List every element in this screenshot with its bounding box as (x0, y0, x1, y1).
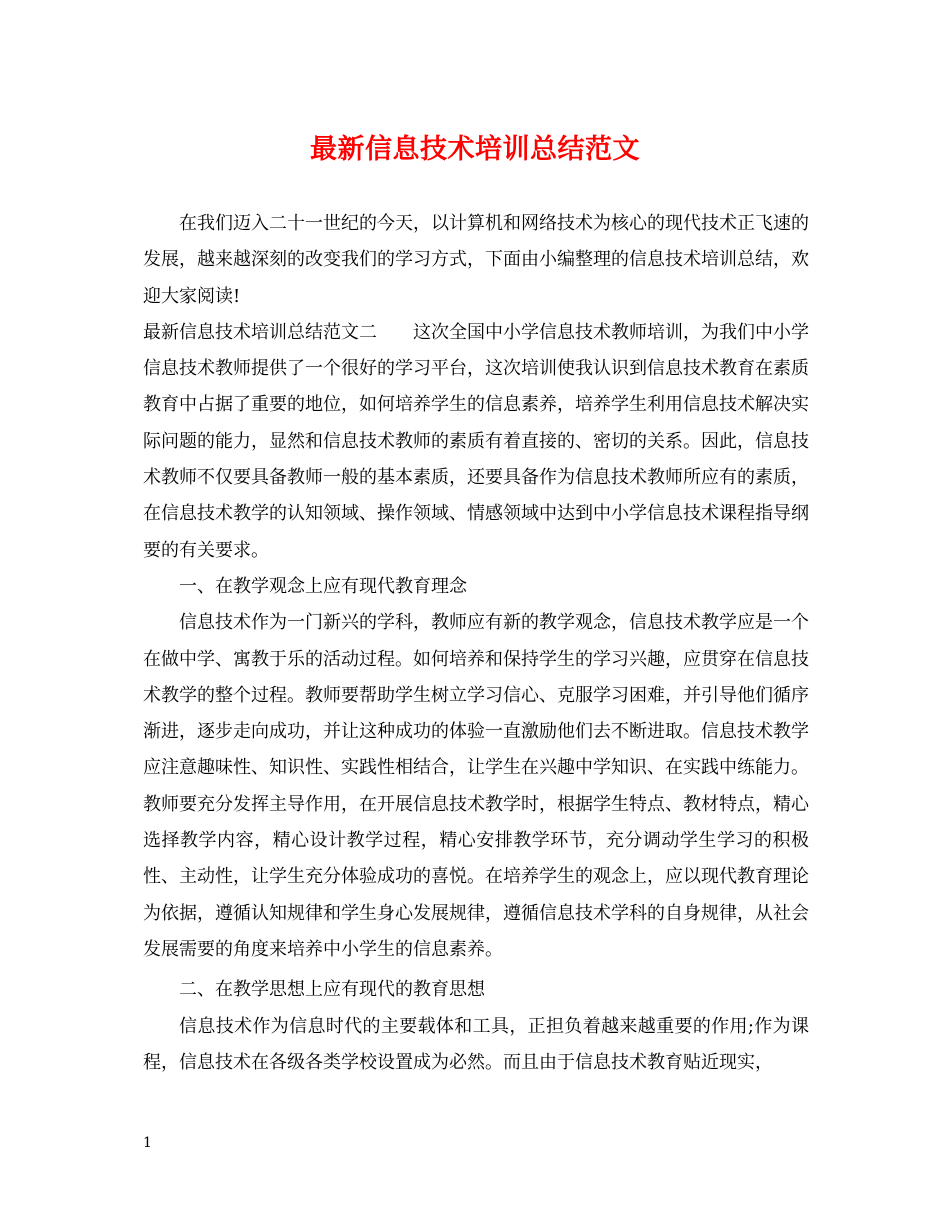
body-paragraph: 信息技术作为一门新兴的学科，教师应有新的教学观念，信息技术教学应是一个在做中学、寓教于乐的活动过程。如何培养和保持学生的学习兴趣，应贯穿在信息技术教学的整个过程。教师要帮助学生树立学习信心、克服学习困难，并引导他们循序渐进，逐步走向成功，并让这种成功的体验一直激励他们去不断进取。信息技术教学应注意趣味性、知识性、实践性相结合，让学生在兴趣中学知识、在实践中练能力。教师要充分发挥主导作用，在开展信息技术教学时，根据学生特点、教材特点，精心选择教学内容，精心设计教学过程，精心安排教学环节，充分调动学生学习的积极性、主动性，让学生充分体验成功的喜悦。在培养学生的观念上，应以现代教育理论为依据，遵循认知规律和学生身心发展规律，遵循信息技术学科的自身规律，从社会发展需要的角度来培养中小学生的信息素养。 (143, 612, 809, 960)
intro-paragraph: 在我们迈入二十一世纪的今天，以计算机和网络技术为核心的现代技术正飞速的发展，越来越深刻的改变我们的学习方式，下面由小编整理的信息技术培训总结，欢迎大家阅读! (143, 213, 809, 307)
body-paragraph: 信息技术作为信息时代的主要载体和工具，正担负着越来越重要的作用;作为课程，信息技术在各级各类学校设置成为必然。而且由于信息技术教育贴近现实， (143, 1015, 809, 1073)
document-body (143, 206, 809, 1081)
section-heading: 二、在教学思想上应有现代的教育思想 (179, 979, 485, 1001)
document-title: 最新信息技术培训总结范文 (310, 134, 640, 165)
page-number: 1 (143, 1135, 152, 1151)
section-heading: 一、在教学观念上应有现代教育理念 (179, 575, 467, 597)
body-paragraph: 最新信息技术培训总结范文二 这次全国中小学信息技术教师培训，为我们中小学信息技术教师提供了一个很好的学习平台，这次培训使我认识到信息技术教育在素质教育中占据了重要的地位，如何培养学生的信息素养，培养学生利用信息技术解决实际问题的能力，显然和信息技术教师的素质有着直接的、密切的关系。因此，信息技术教师不仅要具备教师一般的基本素质，还要具备作为信息技术教师所应有的素质，在信息技术教学的认知领域、操作领域、情感领域中达到中小学信息技术课程指导纲要的有关要求。 (143, 321, 809, 561)
